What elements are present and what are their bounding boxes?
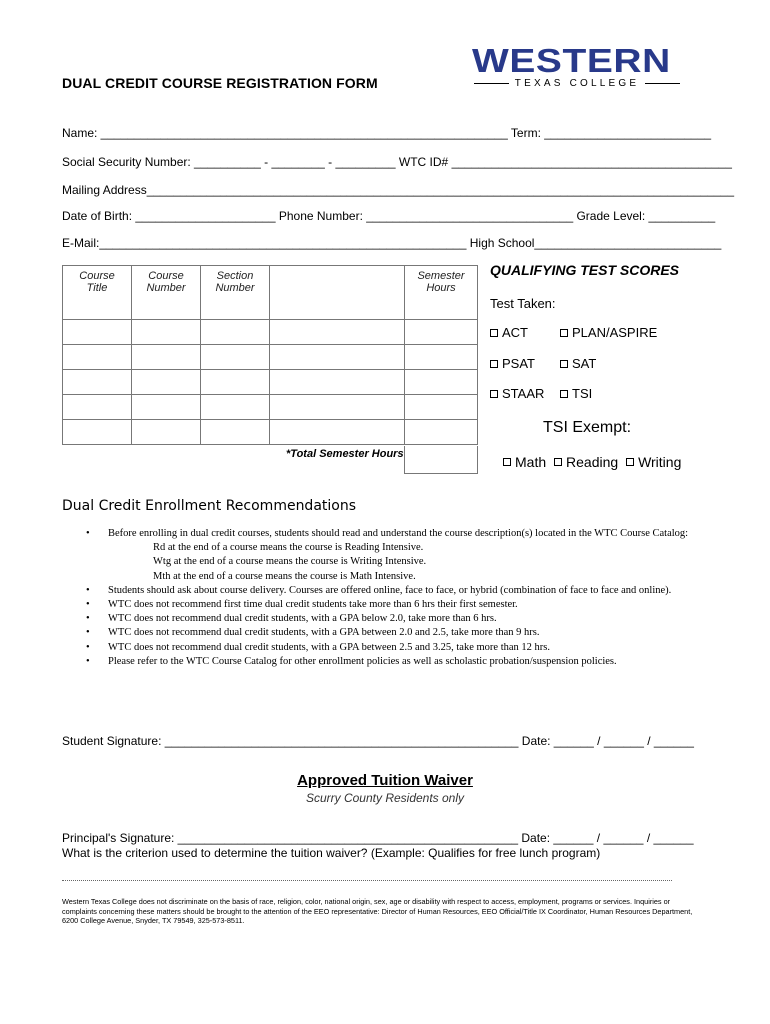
checkbox-plan-aspire[interactable]: PLAN/ASPIRE — [560, 325, 657, 340]
total-semester-hours-label: *Total Semester Hours — [286, 448, 404, 460]
header-section-number: Section Number — [201, 266, 270, 320]
checkbox-psat[interactable]: PSAT — [490, 356, 535, 371]
table-row[interactable] — [63, 420, 478, 445]
course-table-header-row — [63, 266, 478, 320]
nondiscrimination-notice: Western Texas College does not discriminate on the basis of race, religion, color, national origin, sex, age or disability with respect to access, employment, programs or services. Inquiries or complaints concerning these matters should be brought to the attention of the EEO representative: Director of Human Resources, EEO Official/Title IX Coordinator, Human Resources Department, 6200 College Avenue, Snyder, TX 79549, 325-573-8511. — [62, 897, 693, 926]
checkbox-icon — [560, 390, 568, 398]
tsi-exempt-label: TSI Exempt: — [543, 419, 632, 436]
checkbox-icon — [560, 360, 568, 368]
tuition-waiver-subtitle: Scurry County Residents only — [305, 791, 465, 805]
checkbox-icon — [560, 329, 568, 337]
name-term-field[interactable]: Name: _____________________________________________________________ Term: _________________________ — [62, 126, 712, 140]
checkbox-icon — [490, 329, 498, 337]
dob-phone-grade-field[interactable]: Date of Birth: _____________________ Phone Number: _______________________________ Grade Level: __________ — [62, 209, 716, 223]
table-row[interactable] — [63, 370, 478, 395]
qualifying-test-heading: QUALIFYING TEST SCORES — [490, 262, 680, 278]
list-item: • Students should ask about course delivery. Courses are offered online, face to face, or hybrid (combination of face to face and online). — [86, 584, 672, 596]
logo-rule-left — [474, 83, 509, 84]
logo-rule-right — [645, 83, 680, 84]
table-row[interactable] — [63, 320, 478, 345]
list-item: • WTC does not recommend first time dual credit students take more than 6 hrs their first semester. — [86, 599, 518, 611]
logo-subtitle-text: TEXAS COLLEGE — [514, 78, 640, 89]
table-row[interactable] — [63, 345, 478, 370]
header-course-number: Course Number — [132, 266, 201, 320]
checkbox-icon — [626, 458, 634, 466]
tsi-exempt-options — [503, 454, 681, 470]
list-item: • WTC does not recommend dual credit students, with a GPA between 2.0 and 2.5, take more than 9 hrs. — [86, 627, 540, 639]
waiver-criterion-field[interactable]: What is the criterion used to determine the tuition waiver? (Example: Qualifies for free lunch program) — [62, 846, 601, 860]
list-subitem: Mth at the end of a course means the course is Math Intensive. — [153, 570, 416, 582]
mailing-address-field[interactable]: Mailing Address________________________________________________________________________________________ — [62, 183, 735, 197]
total-semester-hours-box[interactable] — [404, 446, 478, 474]
list-subitem: Wtg at the end of a course means the course is Writing Intensive. — [153, 556, 427, 568]
ssn-wtcid-field[interactable]: Social Security Number: __________ - ________ - _________ WTC ID# __________________________________________ — [62, 155, 732, 169]
checkbox-reading[interactable]: Reading — [554, 454, 618, 470]
form-title: DUAL CREDIT COURSE REGISTRATION FORM — [62, 75, 378, 91]
list-item: • Please refer to the WTC Course Catalog for other enrollment policies as well as scholastic probation/suspension policies. — [86, 655, 617, 667]
checkbox-icon — [503, 458, 511, 466]
recommendations-list — [80, 527, 690, 669]
checkbox-sat[interactable]: SAT — [560, 356, 596, 371]
checkbox-icon — [554, 458, 562, 466]
email-highschool-field[interactable]: E-Mail:_______________________________________________________ High School____________________________ — [62, 236, 722, 250]
checkbox-act[interactable]: ACT — [490, 325, 528, 340]
test-taken-label: Test Taken: — [490, 296, 556, 311]
checkbox-icon — [490, 360, 498, 368]
list-item: • Before enrolling in dual credit courses, students should read and understand the course description(s) located in the WTC Course Catalog: — [86, 528, 689, 539]
header-course-title: Course Title — [63, 266, 132, 320]
checkbox-math[interactable]: Math — [503, 454, 546, 470]
recommendations-heading: Dual Credit Enrollment Recommendations — [62, 498, 357, 514]
course-table — [62, 265, 478, 445]
checkbox-tsi[interactable]: TSI — [560, 386, 592, 401]
college-logo: WESTERN — [472, 42, 671, 79]
list-subitem: Rd at the end of a course means the course is Reading Intensive. — [153, 542, 424, 554]
college-logo-subtitle — [474, 78, 680, 89]
criterion-answer-line[interactable] — [62, 880, 672, 882]
student-signature-field[interactable]: Student Signature: _____________________________________________________ Date: ______ / ______ / ______ — [62, 734, 694, 748]
tuition-waiver-title: Approved Tuition Waiver — [297, 772, 473, 789]
list-item: • WTC does not recommend dual credit students, with a GPA between 2.5 and 3.25, take more than 12 hrs. — [86, 641, 550, 653]
checkbox-staar[interactable]: STAAR — [490, 386, 544, 401]
table-row[interactable] — [63, 395, 478, 420]
list-item: • WTC does not recommend dual credit students, with a GPA below 2.0, take more than 6 hrs. — [86, 613, 497, 625]
header-semester-hours: Semester Hours — [405, 266, 478, 320]
checkbox-icon — [490, 390, 498, 398]
checkbox-writing[interactable]: Writing — [626, 454, 681, 470]
header-blank — [270, 266, 405, 320]
principal-signature-field[interactable]: Principal's Signature: ___________________________________________________ Date: ______ / ______ / ______ — [62, 831, 694, 845]
